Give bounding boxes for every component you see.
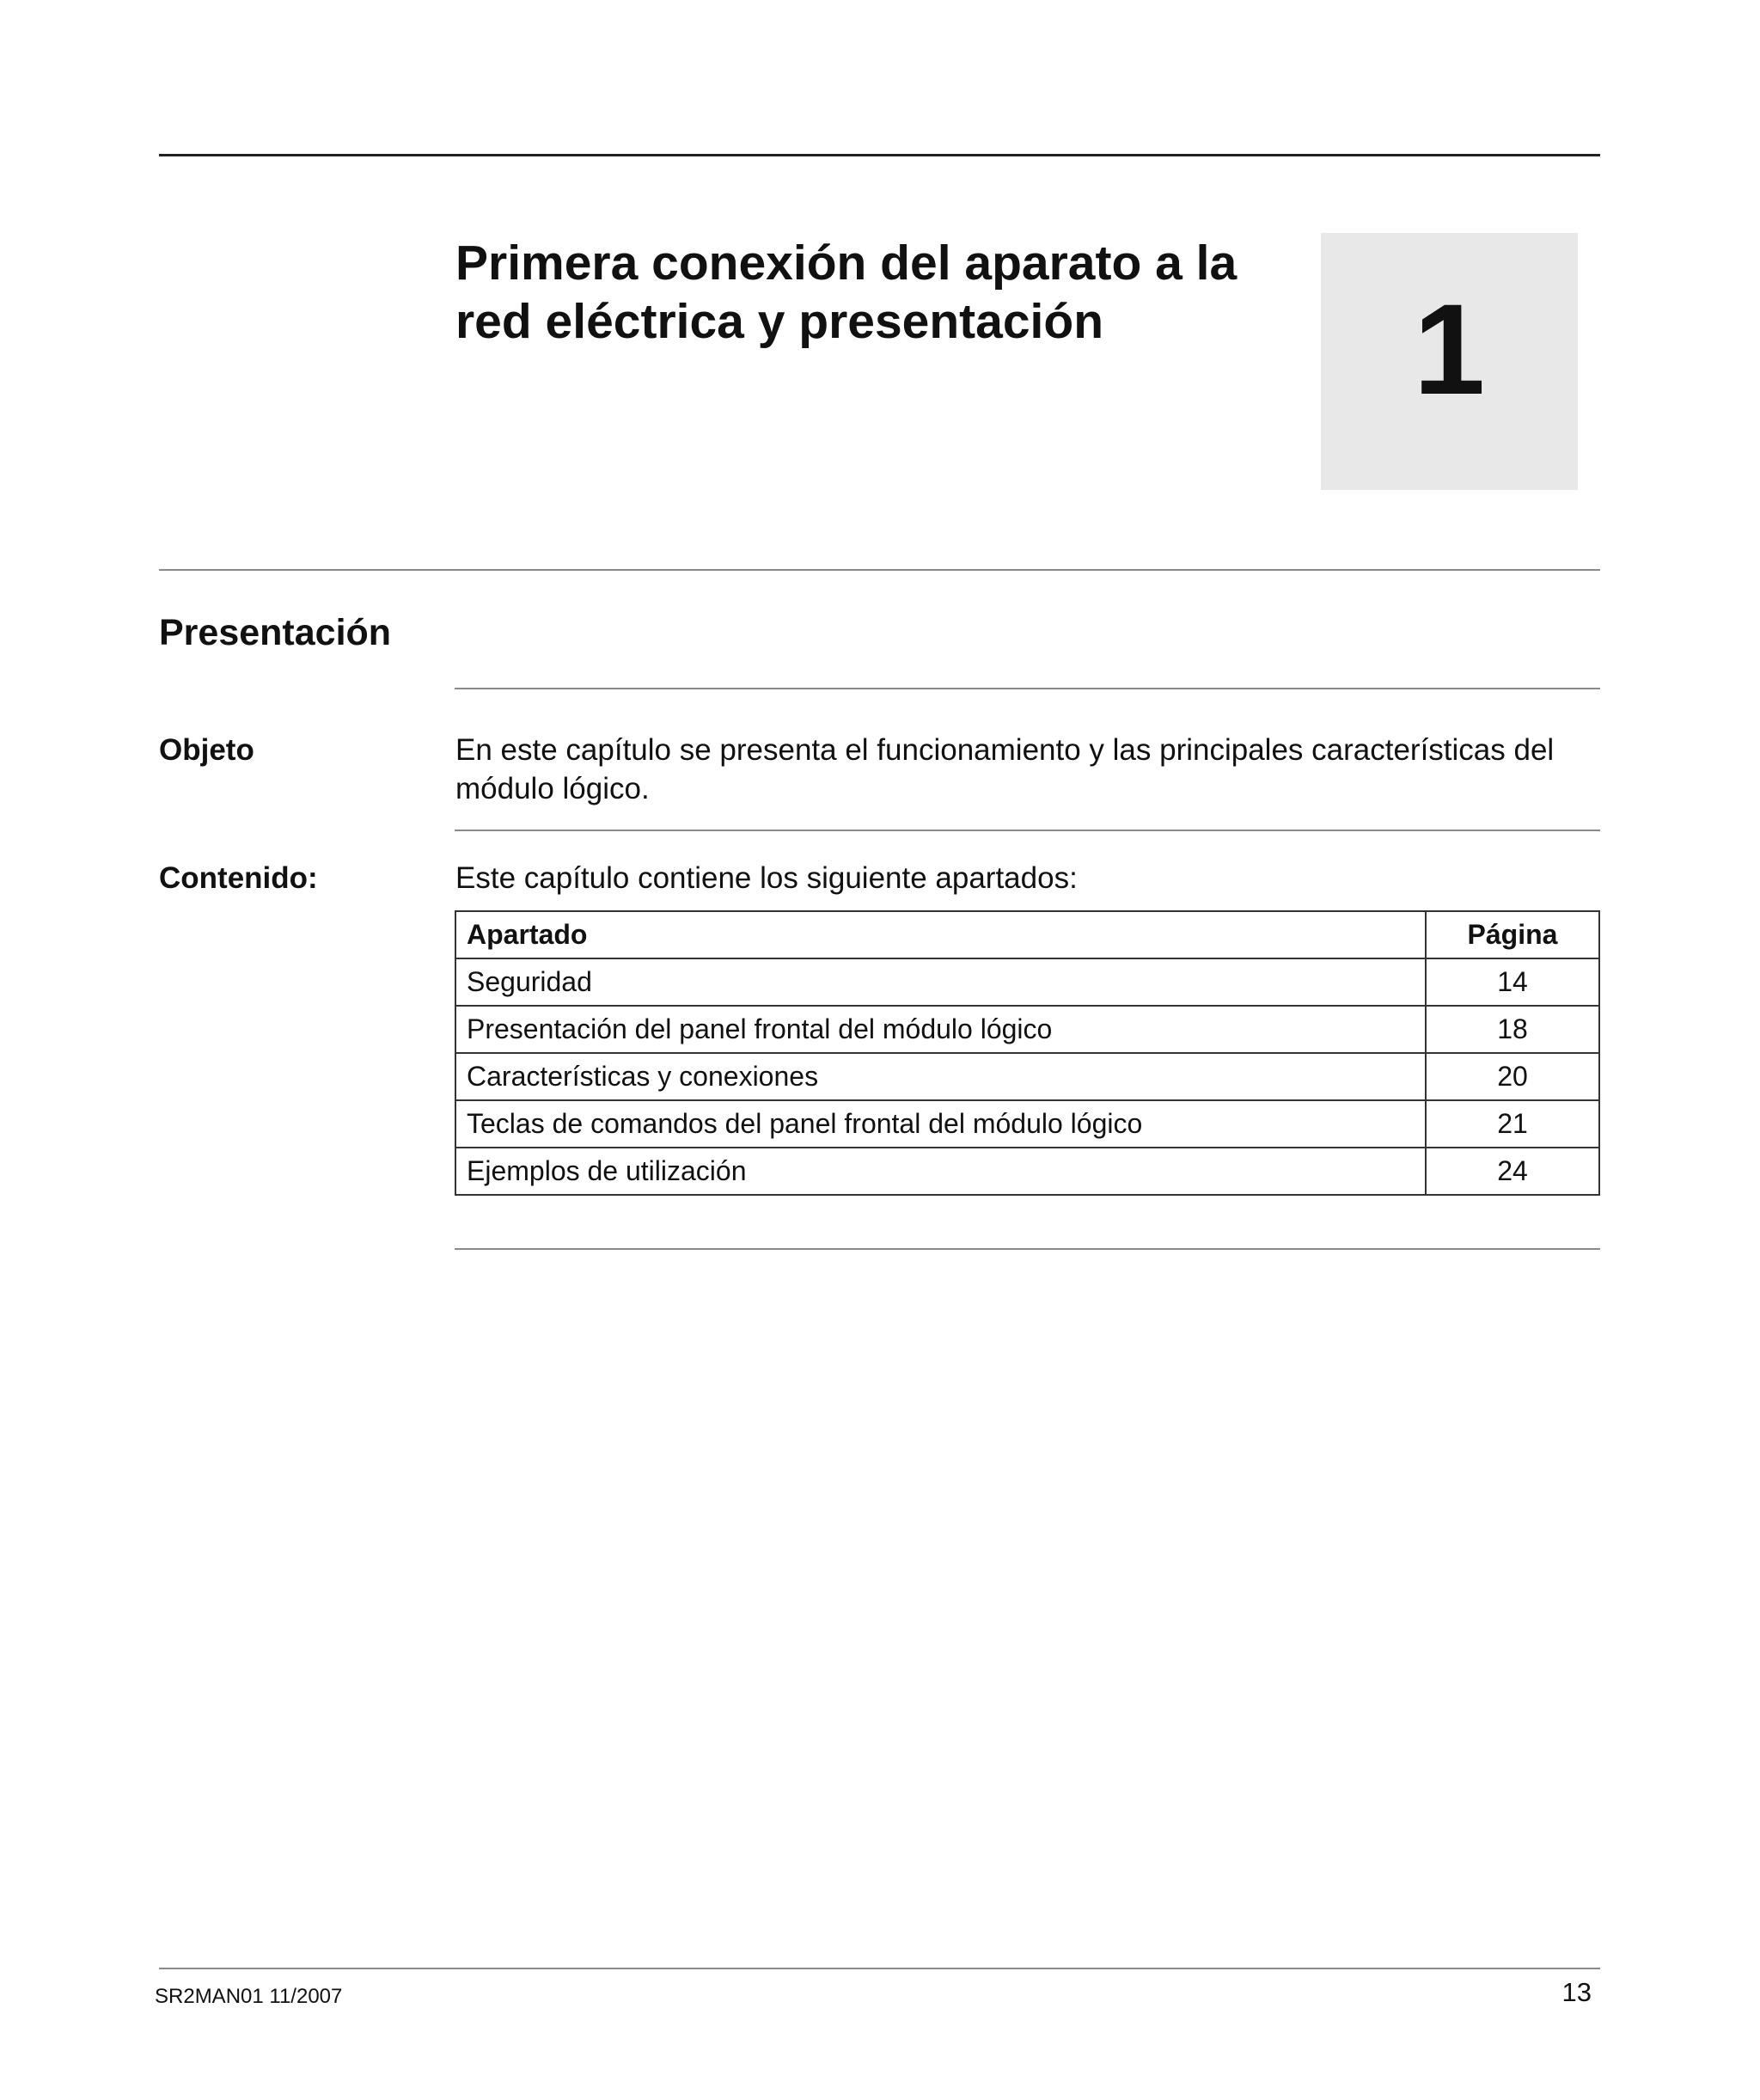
chapter-title — [455, 234, 1272, 351]
section-heading: Presentación — [159, 612, 392, 653]
chapter-title-line-2: red eléctrica y presentación — [455, 294, 1104, 349]
row-title: Características y conexiones — [455, 1053, 1426, 1100]
chapter-title-line-1: Primera conexión del aparato a la — [455, 236, 1238, 291]
row-page: 21 — [1426, 1100, 1599, 1148]
top-rule — [159, 154, 1600, 156]
table-row — [455, 1148, 1599, 1195]
contents-table — [455, 910, 1600, 1196]
column-header-apartado: Apartado — [455, 911, 1426, 958]
section-rule — [159, 569, 1600, 571]
chapter-number: 1 — [1413, 277, 1486, 421]
table-row — [455, 1100, 1599, 1148]
row-page: 24 — [1426, 1148, 1599, 1195]
table-row — [455, 1006, 1599, 1053]
chapter-number-box — [1321, 233, 1578, 490]
footer-rule — [159, 1968, 1600, 1969]
table-header-row — [455, 911, 1599, 958]
row-title: Seguridad — [455, 958, 1426, 1006]
row-page: 14 — [1426, 958, 1599, 1006]
contenido-rule — [455, 830, 1600, 831]
table-row — [455, 1053, 1599, 1100]
contenido-label: Contenido: — [159, 861, 318, 895]
contenido-intro: Este capítulo contiene los siguiente apartados: — [455, 861, 1078, 895]
row-title: Ejemplos de utilización — [455, 1148, 1426, 1195]
objeto-label: Objeto — [159, 733, 254, 767]
table-row — [455, 958, 1599, 1006]
row-page: 20 — [1426, 1053, 1599, 1100]
column-header-pagina: Página — [1426, 911, 1599, 958]
footer-page-number: 13 — [1561, 1977, 1592, 2007]
row-title: Teclas de comandos del panel frontal del módulo lógico — [455, 1100, 1426, 1148]
footer-doc-reference: SR2MAN01 11/2007 — [155, 1985, 343, 2008]
objeto-rule — [455, 688, 1600, 689]
row-title: Presentación del panel frontal del módulo lógico — [455, 1006, 1426, 1053]
objeto-text: En este capítulo se presenta el funcionamiento y las principales características del módulo lógico. — [455, 733, 1555, 805]
table-bottom-rule — [455, 1248, 1600, 1250]
row-page: 18 — [1426, 1006, 1599, 1053]
